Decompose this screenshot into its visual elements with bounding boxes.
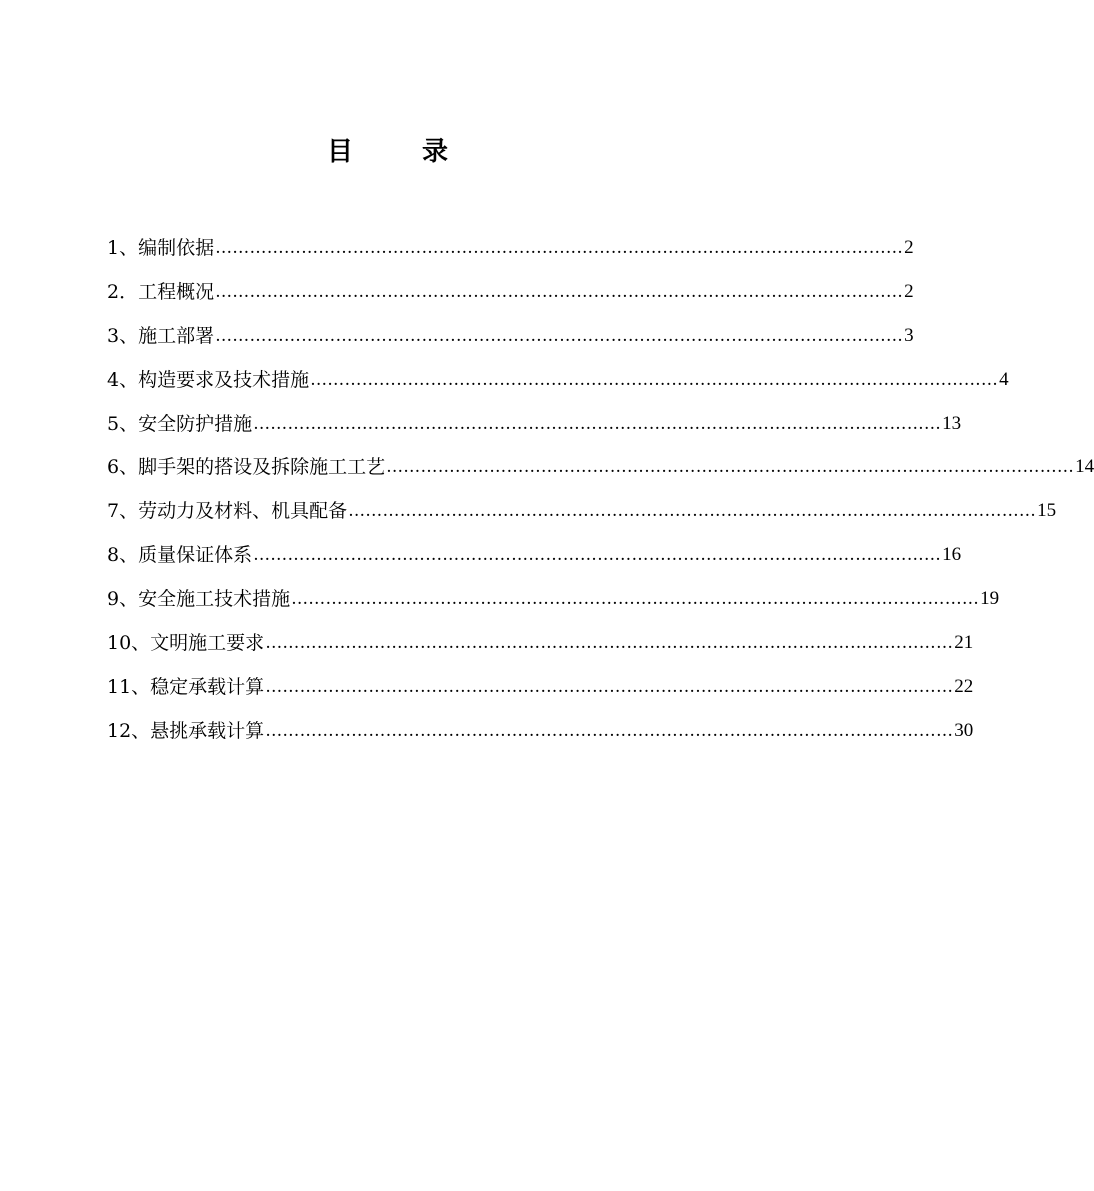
toc-entry-page: 2 [904, 236, 914, 258]
toc-leader-dots: ………………………………………………………………………………………………………… [215, 281, 904, 302]
toc-entry [107, 621, 974, 665]
toc-entry-page: 4 [999, 368, 1009, 390]
toc-entry-page: 30 [954, 719, 974, 741]
toc-entry [107, 709, 974, 753]
toc-entry [107, 314, 914, 358]
toc-entry [107, 489, 1057, 533]
toc-entry-label: 8、质量保证体系 [107, 544, 253, 567]
toc-entry [107, 577, 1000, 621]
toc-leader-dots: ………………………………………………………………………………………………………… [265, 632, 954, 653]
toc-leader-dots: ………………………………………………………………………………………………………… [348, 501, 1037, 522]
toc-entry-page: 2 [904, 280, 914, 302]
toc-entry-label: 12、悬挑承载计算 [107, 719, 265, 742]
toc-entry [107, 358, 1009, 402]
toc-leader-dots: ………………………………………………………………………………………………………… [253, 413, 942, 434]
toc-leader-dots: ………………………………………………………………………………………………………… [215, 237, 904, 258]
toc-entry [107, 270, 914, 314]
toc-entry-page: 22 [954, 675, 974, 697]
toc-entry-label: 10、文明施工要求 [107, 631, 265, 654]
toc-entry-label: 5、安全防护措施 [107, 412, 253, 435]
toc-entry [107, 533, 962, 577]
toc-entry-page: 21 [954, 631, 974, 653]
toc-entry-label: 6、脚手架的搭设及拆除施工工艺 [107, 456, 386, 479]
toc-entry-label: 4、构造要求及技术措施 [107, 368, 310, 391]
toc-entry-page: 19 [980, 588, 1000, 610]
toc-entry-label: 11、稳定承载计算 [107, 675, 265, 698]
toc-entry-page: 15 [1037, 500, 1057, 522]
toc-entry-page: 14 [1075, 456, 1094, 478]
toc-title: 目 录 [326, 137, 479, 167]
toc-leader-dots: ………………………………………………………………………………………………………… [310, 369, 999, 390]
toc-list [107, 226, 1094, 753]
toc-leader-dots: ………………………………………………………………………………………………………… [386, 457, 1075, 478]
toc-entry-label: 9、安全施工技术措施 [107, 588, 291, 611]
toc-entry-label: 7、劳动力及材料、机具配备 [107, 500, 348, 523]
toc-entry [107, 402, 962, 446]
toc-entry-label: 2．工程概况 [107, 280, 215, 303]
toc-entry-label: 3、施工部署 [107, 324, 215, 347]
toc-leader-dots: ………………………………………………………………………………………………………… [253, 545, 942, 566]
toc-entry [107, 226, 914, 270]
toc-entry-page: 13 [942, 412, 962, 434]
toc-entry-label: 1、编制依据 [107, 236, 215, 259]
toc-leader-dots: ………………………………………………………………………………………………………… [265, 720, 954, 741]
toc-entry-page: 16 [942, 544, 962, 566]
toc-entry [107, 445, 1094, 489]
toc-leader-dots: ………………………………………………………………………………………………………… [215, 325, 904, 346]
toc-leader-dots: ………………………………………………………………………………………………………… [291, 589, 980, 610]
toc-leader-dots: ………………………………………………………………………………………………………… [265, 676, 954, 697]
toc-entry [107, 665, 974, 709]
toc-entry-page: 3 [904, 324, 914, 346]
